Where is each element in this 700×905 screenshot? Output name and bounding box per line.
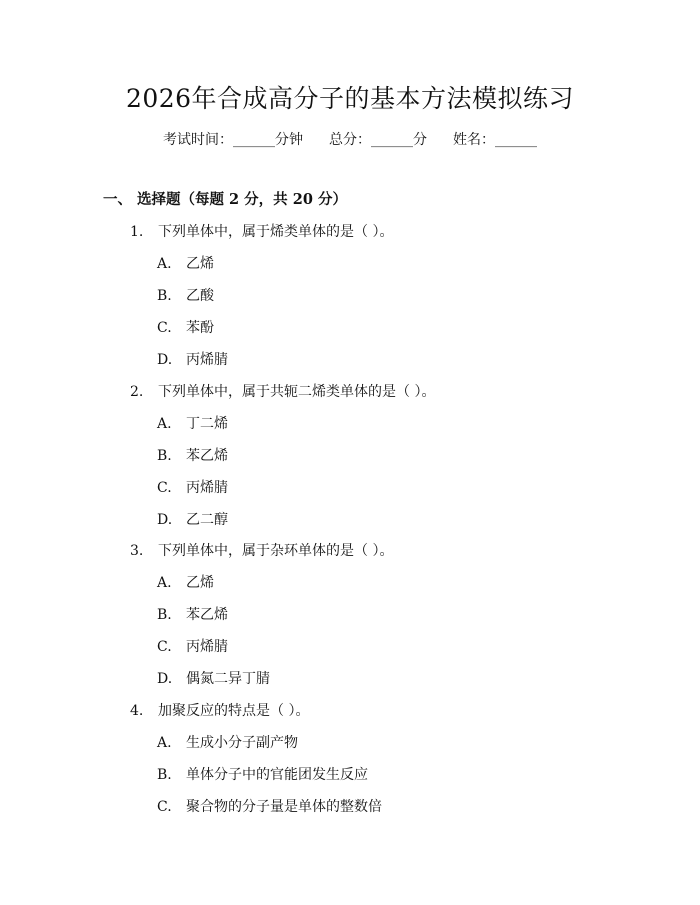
question-number: 4. — [130, 703, 144, 719]
question-stem: 下列单体中，属于杂环单体的是（ ）。 — [158, 543, 394, 559]
section-title: 选择题（每题 2 分，共 20 分） — [137, 191, 347, 208]
question-2 — [130, 382, 435, 402]
option-text: 苯乙烯 — [186, 607, 228, 623]
option-text: 苯酚 — [186, 320, 214, 336]
option-letter: D. — [157, 671, 173, 687]
option-letter: C. — [157, 799, 172, 815]
question-stem: 下列单体中，属于烯类单体的是（ ）。 — [158, 224, 394, 240]
question-stem: 下列单体中，属于共轭二烯类单体的是（ ）。 — [158, 384, 436, 400]
option-letter: B. — [157, 448, 172, 464]
option-text: 乙酸 — [186, 288, 214, 304]
option-text: 丙烯腈 — [186, 352, 228, 368]
option-4b — [157, 765, 368, 785]
page-title: 2026年合成高分子的基本方法模拟练习 — [125, 84, 575, 113]
option-letter: C. — [157, 320, 172, 336]
question-number: 1. — [130, 224, 144, 240]
option-1b — [157, 286, 214, 306]
option-letter: C. — [157, 480, 172, 496]
option-text: 乙烯 — [186, 256, 214, 272]
question-3 — [130, 541, 393, 561]
option-text: 乙二醇 — [186, 512, 228, 528]
option-text: 丙烯腈 — [186, 639, 228, 655]
question-4 — [130, 701, 309, 721]
option-letter: A. — [157, 416, 172, 432]
option-letter: A. — [157, 735, 172, 751]
section-number: 一、 — [103, 191, 132, 208]
option-text: 苯乙烯 — [186, 448, 228, 464]
option-text: 生成小分子副产物 — [186, 735, 298, 751]
option-letter: B. — [157, 607, 172, 623]
exam-time-field: 考试时间：______分钟 — [163, 132, 303, 148]
question-1 — [130, 222, 393, 242]
option-text: 丙烯腈 — [186, 480, 228, 496]
option-2a — [157, 414, 228, 434]
section-heading — [103, 189, 347, 211]
total-score-field: 总分：______分 — [329, 132, 427, 148]
option-text: 聚合物的分子量是单体的整数倍 — [186, 799, 382, 815]
question-stem: 加聚反应的特点是（ ）。 — [158, 703, 310, 719]
option-1c — [157, 318, 214, 338]
student-name-field: 姓名：______ — [453, 132, 537, 148]
question-number: 2. — [130, 384, 144, 400]
option-4a — [157, 733, 298, 753]
option-3a — [157, 573, 214, 593]
option-1a — [157, 254, 214, 274]
option-letter: D. — [157, 352, 173, 368]
option-text: 偶氮二异丁腈 — [186, 671, 270, 687]
option-letter: A. — [157, 256, 172, 272]
option-3d — [157, 669, 270, 689]
option-text: 乙烯 — [186, 575, 214, 591]
option-3b — [157, 605, 228, 625]
option-letter: C. — [157, 639, 172, 655]
option-text: 单体分子中的官能团发生反应 — [186, 767, 368, 783]
option-letter: A. — [157, 575, 172, 591]
option-2c — [157, 478, 228, 498]
option-4c — [157, 797, 382, 817]
exam-meta — [0, 130, 700, 150]
option-letter: B. — [157, 767, 172, 783]
option-2d — [157, 510, 228, 530]
option-letter: B. — [157, 288, 172, 304]
option-text: 丁二烯 — [186, 416, 228, 432]
option-2b — [157, 446, 228, 466]
option-1d — [157, 350, 228, 370]
option-3c — [157, 637, 228, 657]
question-number: 3. — [130, 543, 144, 559]
option-letter: D. — [157, 512, 173, 528]
